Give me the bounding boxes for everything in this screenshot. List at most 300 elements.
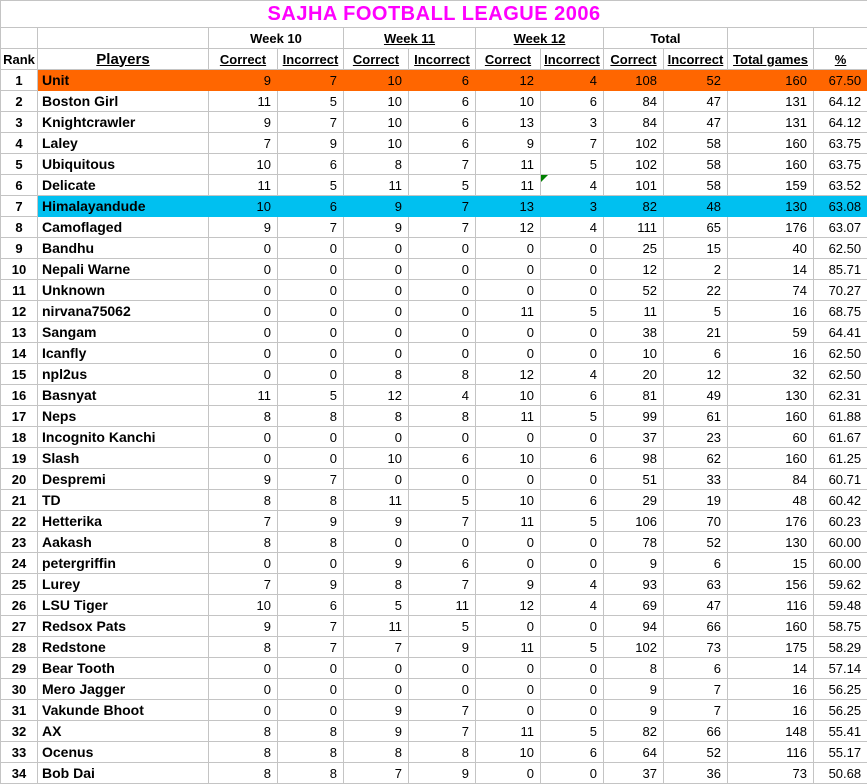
cell-week12-incorrect[interactable]: 6 <box>541 385 604 406</box>
cell-week10-incorrect[interactable]: 0 <box>278 679 344 700</box>
cell-total-incorrect[interactable]: 61 <box>664 406 728 427</box>
cell-percent[interactable]: 68.75 <box>814 301 867 322</box>
header-week12-incorrect[interactable] <box>541 49 604 70</box>
cell-week10-incorrect[interactable]: 8 <box>278 406 344 427</box>
cell-rank[interactable]: 33 <box>1 742 38 763</box>
cell-rank[interactable]: 29 <box>1 658 38 679</box>
cell-rank[interactable]: 32 <box>1 721 38 742</box>
cell-week11-incorrect[interactable]: 6 <box>409 91 476 112</box>
cell-week11-correct[interactable]: 0 <box>344 532 409 553</box>
cell-week12-incorrect[interactable]: 0 <box>541 553 604 574</box>
cell-week11-correct[interactable]: 7 <box>344 763 409 784</box>
cell-total-correct[interactable]: 9 <box>604 700 664 721</box>
cell-total-correct[interactable]: 11 <box>604 301 664 322</box>
cell-week12-correct[interactable]: 0 <box>476 532 541 553</box>
cell-week11-correct[interactable]: 5 <box>344 595 409 616</box>
cell-week10-correct[interactable]: 0 <box>209 553 278 574</box>
cell-total-correct[interactable]: 9 <box>604 553 664 574</box>
cell-week10-incorrect[interactable]: 8 <box>278 490 344 511</box>
cell-total-correct[interactable]: 20 <box>604 364 664 385</box>
cell-week10-incorrect[interactable]: 0 <box>278 322 344 343</box>
cell-week10-correct[interactable]: 0 <box>209 322 278 343</box>
cell-percent[interactable]: 59.48 <box>814 595 867 616</box>
cell-percent[interactable]: 55.17 <box>814 742 867 763</box>
cell-percent[interactable]: 62.31 <box>814 385 867 406</box>
cell-total-correct[interactable]: 94 <box>604 616 664 637</box>
cell-rank[interactable]: 18 <box>1 427 38 448</box>
cell-rank[interactable]: 8 <box>1 217 38 238</box>
cell-week10-correct[interactable]: 0 <box>209 448 278 469</box>
cell-week10-incorrect[interactable]: 0 <box>278 700 344 721</box>
cell-week10-correct[interactable]: 9 <box>209 112 278 133</box>
cell-week11-correct[interactable]: 8 <box>344 574 409 595</box>
header-total-games[interactable] <box>728 49 814 70</box>
cell-week11-correct[interactable]: 10 <box>344 448 409 469</box>
cell-week12-correct[interactable]: 0 <box>476 469 541 490</box>
cell-week12-incorrect[interactable]: 4 <box>541 217 604 238</box>
cell-week10-incorrect[interactable]: 5 <box>278 385 344 406</box>
cell-total-games[interactable]: 160 <box>728 406 814 427</box>
cell-rank[interactable]: 26 <box>1 595 38 616</box>
cell-week11-incorrect[interactable]: 9 <box>409 637 476 658</box>
cell-week10-correct[interactable]: 8 <box>209 406 278 427</box>
cell-rank[interactable]: 20 <box>1 469 38 490</box>
cell-week11-correct[interactable]: 10 <box>344 91 409 112</box>
cell-player-name[interactable]: Unit <box>38 70 209 91</box>
cell-week12-correct[interactable]: 0 <box>476 763 541 784</box>
cell-week11-incorrect[interactable]: 7 <box>409 154 476 175</box>
cell-player-name[interactable]: Redsox Pats <box>38 616 209 637</box>
cell-total-incorrect[interactable]: 22 <box>664 280 728 301</box>
cell-percent[interactable]: 64.41 <box>814 322 867 343</box>
cell-week10-incorrect[interactable]: 0 <box>278 658 344 679</box>
cell-week10-incorrect[interactable]: 7 <box>278 637 344 658</box>
cell-player-name[interactable]: Bandhu <box>38 238 209 259</box>
cell-week10-correct[interactable]: 0 <box>209 301 278 322</box>
cell-player-name[interactable]: Mero Jagger <box>38 679 209 700</box>
cell-total-correct[interactable]: 25 <box>604 238 664 259</box>
cell-rank[interactable]: 24 <box>1 553 38 574</box>
header-blank-percent[interactable] <box>814 28 867 49</box>
cell-week11-incorrect[interactable]: 5 <box>409 175 476 196</box>
cell-percent[interactable]: 60.00 <box>814 532 867 553</box>
cell-rank[interactable]: 9 <box>1 238 38 259</box>
cell-total-correct[interactable]: 93 <box>604 574 664 595</box>
cell-total-incorrect[interactable]: 52 <box>664 742 728 763</box>
cell-total-games[interactable]: 48 <box>728 490 814 511</box>
cell-player-name[interactable]: Slash <box>38 448 209 469</box>
cell-week10-incorrect[interactable]: 8 <box>278 721 344 742</box>
cell-week11-correct[interactable]: 0 <box>344 301 409 322</box>
cell-week10-correct[interactable]: 0 <box>209 343 278 364</box>
cell-week11-incorrect[interactable]: 0 <box>409 301 476 322</box>
cell-rank[interactable]: 4 <box>1 133 38 154</box>
cell-week10-correct[interactable]: 0 <box>209 658 278 679</box>
cell-week11-incorrect[interactable]: 11 <box>409 595 476 616</box>
cell-total-games[interactable]: 14 <box>728 259 814 280</box>
cell-player-name[interactable]: Incognito Kanchi <box>38 427 209 448</box>
cell-week10-correct[interactable]: 9 <box>209 70 278 91</box>
cell-week10-correct[interactable]: 10 <box>209 196 278 217</box>
cell-rank[interactable]: 11 <box>1 280 38 301</box>
cell-percent[interactable]: 70.27 <box>814 280 867 301</box>
cell-week10-incorrect[interactable]: 7 <box>278 616 344 637</box>
cell-week10-incorrect[interactable]: 9 <box>278 133 344 154</box>
cell-week10-incorrect[interactable]: 8 <box>278 763 344 784</box>
cell-total-incorrect[interactable]: 15 <box>664 238 728 259</box>
cell-total-correct[interactable]: 108 <box>604 70 664 91</box>
cell-week12-incorrect[interactable]: 0 <box>541 679 604 700</box>
cell-player-name[interactable]: Laley <box>38 133 209 154</box>
header-week11-incorrect[interactable] <box>409 49 476 70</box>
cell-total-incorrect[interactable]: 47 <box>664 595 728 616</box>
cell-week11-incorrect[interactable]: 8 <box>409 364 476 385</box>
cell-week12-correct[interactable]: 10 <box>476 490 541 511</box>
cell-week12-incorrect[interactable]: 7 <box>541 133 604 154</box>
cell-total-incorrect[interactable]: 52 <box>664 532 728 553</box>
cell-player-name[interactable]: Bear Tooth <box>38 658 209 679</box>
cell-week11-incorrect[interactable]: 8 <box>409 406 476 427</box>
cell-total-incorrect[interactable]: 36 <box>664 763 728 784</box>
cell-week11-incorrect[interactable]: 0 <box>409 658 476 679</box>
cell-player-name[interactable]: Boston Girl <box>38 91 209 112</box>
cell-week10-correct[interactable]: 8 <box>209 532 278 553</box>
cell-week11-correct[interactable]: 0 <box>344 658 409 679</box>
cell-total-incorrect[interactable]: 6 <box>664 343 728 364</box>
cell-total-games[interactable]: 74 <box>728 280 814 301</box>
cell-total-correct[interactable]: 12 <box>604 259 664 280</box>
cell-week10-correct[interactable]: 0 <box>209 259 278 280</box>
cell-week11-correct[interactable]: 7 <box>344 637 409 658</box>
cell-week11-incorrect[interactable]: 0 <box>409 259 476 280</box>
cell-week11-correct[interactable]: 0 <box>344 259 409 280</box>
cell-week12-correct[interactable]: 10 <box>476 742 541 763</box>
cell-total-correct[interactable]: 102 <box>604 637 664 658</box>
cell-week10-correct[interactable]: 0 <box>209 238 278 259</box>
cell-week10-correct[interactable]: 8 <box>209 637 278 658</box>
cell-total-correct[interactable]: 98 <box>604 448 664 469</box>
cell-week11-incorrect[interactable]: 5 <box>409 490 476 511</box>
cell-week11-incorrect[interactable]: 0 <box>409 469 476 490</box>
cell-total-correct[interactable]: 9 <box>604 679 664 700</box>
cell-week12-incorrect[interactable]: 0 <box>541 763 604 784</box>
cell-player-name[interactable]: Basnyat <box>38 385 209 406</box>
cell-total-games[interactable]: 130 <box>728 196 814 217</box>
cell-week11-correct[interactable]: 11 <box>344 616 409 637</box>
header-total-incorrect[interactable] <box>664 49 728 70</box>
cell-week10-correct[interactable]: 10 <box>209 154 278 175</box>
cell-total-games[interactable]: 131 <box>728 112 814 133</box>
cell-week12-incorrect[interactable]: 4 <box>541 175 604 196</box>
cell-total-incorrect[interactable]: 33 <box>664 469 728 490</box>
cell-week12-correct[interactable]: 10 <box>476 91 541 112</box>
cell-week12-incorrect[interactable]: 0 <box>541 238 604 259</box>
cell-percent[interactable]: 57.14 <box>814 658 867 679</box>
cell-total-games[interactable]: 116 <box>728 742 814 763</box>
cell-player-name[interactable]: Hetterika <box>38 511 209 532</box>
cell-week12-incorrect[interactable]: 6 <box>541 742 604 763</box>
cell-player-name[interactable]: Delicate <box>38 175 209 196</box>
cell-week10-correct[interactable]: 8 <box>209 742 278 763</box>
cell-rank[interactable]: 12 <box>1 301 38 322</box>
cell-rank[interactable]: 7 <box>1 196 38 217</box>
cell-percent[interactable]: 61.88 <box>814 406 867 427</box>
cell-week11-correct[interactable]: 9 <box>344 217 409 238</box>
header-percent[interactable] <box>814 49 867 70</box>
cell-week10-incorrect[interactable]: 6 <box>278 595 344 616</box>
cell-week12-correct[interactable]: 9 <box>476 574 541 595</box>
cell-percent[interactable]: 60.71 <box>814 469 867 490</box>
cell-week12-correct[interactable]: 13 <box>476 196 541 217</box>
cell-week12-correct[interactable]: 11 <box>476 511 541 532</box>
cell-total-games[interactable]: 16 <box>728 700 814 721</box>
cell-percent[interactable]: 60.42 <box>814 490 867 511</box>
cell-week11-correct[interactable]: 12 <box>344 385 409 406</box>
cell-total-correct[interactable]: 78 <box>604 532 664 553</box>
cell-week10-incorrect[interactable]: 0 <box>278 448 344 469</box>
cell-total-correct[interactable]: 111 <box>604 217 664 238</box>
cell-total-correct[interactable]: 37 <box>604 427 664 448</box>
cell-week10-incorrect[interactable]: 5 <box>278 91 344 112</box>
cell-week12-correct[interactable]: 12 <box>476 217 541 238</box>
cell-week11-correct[interactable]: 0 <box>344 322 409 343</box>
cell-week11-incorrect[interactable]: 7 <box>409 217 476 238</box>
cell-week10-incorrect[interactable]: 0 <box>278 280 344 301</box>
cell-rank[interactable]: 19 <box>1 448 38 469</box>
cell-week10-incorrect[interactable]: 7 <box>278 469 344 490</box>
cell-week11-correct[interactable]: 0 <box>344 238 409 259</box>
cell-total-games[interactable]: 159 <box>728 175 814 196</box>
cell-week10-incorrect[interactable]: 0 <box>278 238 344 259</box>
cell-total-incorrect[interactable]: 52 <box>664 70 728 91</box>
cell-total-correct[interactable]: 37 <box>604 763 664 784</box>
cell-player-name[interactable]: Unknown <box>38 280 209 301</box>
cell-week11-correct[interactable]: 8 <box>344 364 409 385</box>
header-blank-players[interactable] <box>38 28 209 49</box>
cell-percent[interactable]: 67.50 <box>814 70 867 91</box>
cell-percent[interactable]: 64.12 <box>814 112 867 133</box>
cell-total-incorrect[interactable]: 49 <box>664 385 728 406</box>
cell-total-incorrect[interactable]: 58 <box>664 175 728 196</box>
cell-week12-incorrect[interactable]: 5 <box>541 511 604 532</box>
cell-week10-correct[interactable]: 0 <box>209 700 278 721</box>
cell-week12-correct[interactable]: 11 <box>476 154 541 175</box>
cell-week12-incorrect[interactable]: 6 <box>541 490 604 511</box>
cell-rank[interactable]: 3 <box>1 112 38 133</box>
header-total-correct[interactable] <box>604 49 664 70</box>
cell-week11-correct[interactable]: 10 <box>344 112 409 133</box>
cell-percent[interactable]: 60.00 <box>814 553 867 574</box>
cell-player-name[interactable]: Camoflaged <box>38 217 209 238</box>
cell-percent[interactable]: 63.75 <box>814 154 867 175</box>
cell-week10-correct[interactable]: 8 <box>209 763 278 784</box>
cell-week12-correct[interactable]: 0 <box>476 427 541 448</box>
cell-percent[interactable]: 58.29 <box>814 637 867 658</box>
cell-rank[interactable]: 13 <box>1 322 38 343</box>
cell-total-games[interactable]: 156 <box>728 574 814 595</box>
cell-week10-correct[interactable]: 9 <box>209 616 278 637</box>
cell-percent[interactable]: 62.50 <box>814 238 867 259</box>
cell-percent[interactable]: 56.25 <box>814 679 867 700</box>
cell-rank[interactable]: 25 <box>1 574 38 595</box>
cell-total-correct[interactable]: 29 <box>604 490 664 511</box>
cell-total-incorrect[interactable]: 73 <box>664 637 728 658</box>
cell-rank[interactable]: 30 <box>1 679 38 700</box>
cell-total-correct[interactable]: 10 <box>604 343 664 364</box>
cell-total-games[interactable]: 84 <box>728 469 814 490</box>
cell-week11-correct[interactable]: 8 <box>344 154 409 175</box>
cell-week11-correct[interactable]: 9 <box>344 721 409 742</box>
cell-week12-correct[interactable]: 0 <box>476 280 541 301</box>
cell-week11-incorrect[interactable]: 6 <box>409 112 476 133</box>
cell-total-games[interactable]: 59 <box>728 322 814 343</box>
cell-total-incorrect[interactable]: 19 <box>664 490 728 511</box>
cell-week11-incorrect[interactable]: 7 <box>409 574 476 595</box>
cell-rank[interactable]: 10 <box>1 259 38 280</box>
cell-player-name[interactable]: Despremi <box>38 469 209 490</box>
header-blank-total-games[interactable] <box>728 28 814 49</box>
cell-week12-incorrect[interactable]: 4 <box>541 70 604 91</box>
cell-total-games[interactable]: 15 <box>728 553 814 574</box>
cell-rank[interactable]: 22 <box>1 511 38 532</box>
cell-week11-correct[interactable]: 11 <box>344 490 409 511</box>
cell-week10-incorrect[interactable]: 0 <box>278 553 344 574</box>
cell-total-incorrect[interactable]: 12 <box>664 364 728 385</box>
cell-week12-incorrect[interactable]: 3 <box>541 112 604 133</box>
cell-total-correct[interactable]: 82 <box>604 196 664 217</box>
cell-week12-incorrect[interactable]: 0 <box>541 427 604 448</box>
cell-week11-correct[interactable]: 8 <box>344 406 409 427</box>
cell-week10-incorrect[interactable]: 0 <box>278 259 344 280</box>
cell-rank[interactable]: 23 <box>1 532 38 553</box>
cell-percent[interactable]: 56.25 <box>814 700 867 721</box>
cell-total-games[interactable]: 175 <box>728 637 814 658</box>
cell-percent[interactable]: 60.23 <box>814 511 867 532</box>
cell-week12-incorrect[interactable]: 3 <box>541 196 604 217</box>
cell-week11-correct[interactable]: 0 <box>344 469 409 490</box>
cell-total-incorrect[interactable]: 2 <box>664 259 728 280</box>
cell-week11-incorrect[interactable]: 7 <box>409 511 476 532</box>
cell-player-name[interactable]: TD <box>38 490 209 511</box>
cell-week12-correct[interactable]: 0 <box>476 700 541 721</box>
cell-player-name[interactable]: Himalayandude <box>38 196 209 217</box>
cell-player-name[interactable]: npl2us <box>38 364 209 385</box>
cell-week10-incorrect[interactable]: 8 <box>278 742 344 763</box>
header-week10-incorrect[interactable] <box>278 49 344 70</box>
cell-week12-incorrect[interactable]: 0 <box>541 280 604 301</box>
cell-week10-correct[interactable]: 0 <box>209 364 278 385</box>
cell-total-correct[interactable]: 81 <box>604 385 664 406</box>
cell-percent[interactable]: 61.25 <box>814 448 867 469</box>
cell-total-incorrect[interactable]: 70 <box>664 511 728 532</box>
cell-week10-correct[interactable]: 0 <box>209 679 278 700</box>
cell-rank[interactable]: 17 <box>1 406 38 427</box>
cell-percent[interactable]: 64.12 <box>814 91 867 112</box>
cell-player-name[interactable]: nirvana75062 <box>38 301 209 322</box>
cell-week12-correct[interactable]: 0 <box>476 616 541 637</box>
cell-week12-correct[interactable]: 11 <box>476 721 541 742</box>
cell-percent[interactable]: 63.52 <box>814 175 867 196</box>
cell-total-games[interactable]: 16 <box>728 679 814 700</box>
cell-total-games[interactable]: 160 <box>728 70 814 91</box>
cell-week12-correct[interactable]: 0 <box>476 322 541 343</box>
cell-week10-incorrect[interactable]: 8 <box>278 532 344 553</box>
cell-week11-correct[interactable]: 9 <box>344 196 409 217</box>
cell-week11-incorrect[interactable]: 0 <box>409 280 476 301</box>
cell-week12-incorrect[interactable]: 5 <box>541 154 604 175</box>
cell-total-games[interactable]: 130 <box>728 532 814 553</box>
cell-total-incorrect[interactable]: 7 <box>664 700 728 721</box>
cell-percent[interactable]: 85.71 <box>814 259 867 280</box>
cell-week12-correct[interactable]: 13 <box>476 112 541 133</box>
cell-total-correct[interactable]: 84 <box>604 112 664 133</box>
cell-week10-incorrect[interactable]: 0 <box>278 343 344 364</box>
cell-week10-incorrect[interactable]: 0 <box>278 427 344 448</box>
cell-percent[interactable]: 55.41 <box>814 721 867 742</box>
cell-total-games[interactable]: 176 <box>728 511 814 532</box>
cell-week12-incorrect[interactable]: 4 <box>541 574 604 595</box>
cell-percent[interactable]: 58.75 <box>814 616 867 637</box>
cell-rank[interactable]: 6 <box>1 175 38 196</box>
cell-rank[interactable]: 16 <box>1 385 38 406</box>
cell-week11-incorrect[interactable]: 0 <box>409 532 476 553</box>
cell-week12-incorrect[interactable]: 0 <box>541 532 604 553</box>
cell-total-correct[interactable]: 102 <box>604 133 664 154</box>
cell-week12-incorrect[interactable]: 5 <box>541 637 604 658</box>
header-week-10[interactable] <box>209 28 344 49</box>
cell-week11-incorrect[interactable]: 0 <box>409 322 476 343</box>
cell-week11-incorrect[interactable]: 6 <box>409 133 476 154</box>
cell-week12-correct[interactable]: 11 <box>476 301 541 322</box>
cell-week12-correct[interactable]: 0 <box>476 658 541 679</box>
cell-rank[interactable]: 2 <box>1 91 38 112</box>
cell-week11-correct[interactable]: 10 <box>344 133 409 154</box>
cell-rank[interactable]: 14 <box>1 343 38 364</box>
cell-week11-incorrect[interactable]: 9 <box>409 763 476 784</box>
cell-week11-correct[interactable]: 8 <box>344 742 409 763</box>
cell-total-incorrect[interactable]: 6 <box>664 553 728 574</box>
cell-total-games[interactable]: 176 <box>728 217 814 238</box>
cell-total-incorrect[interactable]: 58 <box>664 133 728 154</box>
cell-week11-correct[interactable]: 9 <box>344 553 409 574</box>
cell-total-incorrect[interactable]: 23 <box>664 427 728 448</box>
cell-week11-correct[interactable]: 9 <box>344 511 409 532</box>
cell-week12-incorrect[interactable]: 4 <box>541 364 604 385</box>
cell-week10-correct[interactable]: 0 <box>209 427 278 448</box>
cell-week12-correct[interactable]: 10 <box>476 448 541 469</box>
cell-total-correct[interactable]: 69 <box>604 595 664 616</box>
cell-total-incorrect[interactable]: 58 <box>664 154 728 175</box>
cell-week10-incorrect[interactable]: 5 <box>278 175 344 196</box>
cell-week10-correct[interactable]: 7 <box>209 133 278 154</box>
cell-week10-incorrect[interactable]: 7 <box>278 70 344 91</box>
cell-player-name[interactable]: Lurey <box>38 574 209 595</box>
cell-total-games[interactable]: 148 <box>728 721 814 742</box>
cell-week11-correct[interactable]: 0 <box>344 343 409 364</box>
cell-week11-incorrect[interactable]: 8 <box>409 742 476 763</box>
cell-player-name[interactable]: petergriffin <box>38 553 209 574</box>
cell-rank[interactable]: 28 <box>1 637 38 658</box>
cell-total-games[interactable]: 160 <box>728 133 814 154</box>
header-total-group[interactable] <box>604 28 728 49</box>
cell-week12-incorrect[interactable]: 4 <box>541 595 604 616</box>
cell-percent[interactable]: 63.08 <box>814 196 867 217</box>
cell-player-name[interactable]: Bob Dai <box>38 763 209 784</box>
cell-week12-incorrect[interactable]: 0 <box>541 469 604 490</box>
cell-player-name[interactable]: AX <box>38 721 209 742</box>
cell-total-correct[interactable]: 101 <box>604 175 664 196</box>
cell-player-name[interactable]: Knightcrawler <box>38 112 209 133</box>
